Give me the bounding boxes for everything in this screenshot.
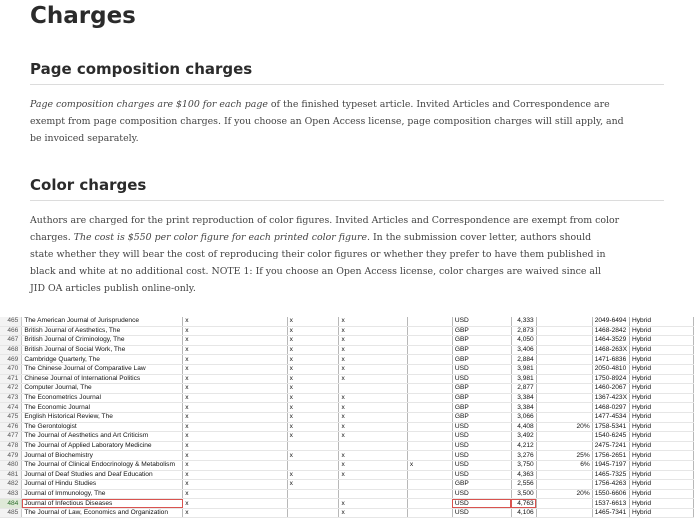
issn-cell[interactable]: 1465-7341 <box>592 508 629 518</box>
model-cell[interactable]: Hybrid <box>629 508 693 518</box>
table-row[interactable] <box>0 317 694 326</box>
mark-cell[interactable] <box>407 384 452 394</box>
paragraph-text: JID OA articles publish online-only. <box>30 283 196 294</box>
paragraph-text: be invoiced separately. <box>30 133 139 144</box>
mark-cell[interactable] <box>339 489 407 499</box>
model-cell[interactable]: Hybrid <box>629 432 693 442</box>
discount-cell[interactable] <box>536 364 592 374</box>
row-number[interactable]: 466 <box>0 326 22 336</box>
journal-name-cell[interactable]: British Journal of Social Work, The <box>22 345 183 355</box>
mark-cell[interactable]: x <box>339 345 407 355</box>
row-number[interactable]: 473 <box>0 393 22 403</box>
section-divider <box>30 200 664 201</box>
price-cell[interactable]: 3,981 <box>511 374 536 384</box>
paragraph-text: Authors are charged for the print reproduction of color figures. Invited Articles and Correspondence are exempt from color <box>30 215 620 226</box>
currency-cell[interactable]: USD <box>452 317 511 326</box>
discount-cell[interactable] <box>536 432 592 442</box>
mark-cell[interactable]: x <box>339 412 407 422</box>
currency-cell[interactable]: USD <box>452 451 511 461</box>
price-cell[interactable]: 3,384 <box>511 393 536 403</box>
row-number[interactable]: 475 <box>0 412 22 422</box>
issn-cell[interactable]: 1464-3529 <box>592 336 629 346</box>
mark-cell[interactable]: x <box>183 412 287 422</box>
paragraph-line <box>30 212 670 229</box>
price-cell[interactable]: 4,363 <box>511 470 536 480</box>
row-number[interactable]: 470 <box>0 364 22 374</box>
table-row[interactable] <box>0 355 694 365</box>
mark-cell[interactable]: x <box>287 432 339 442</box>
journal-name-cell[interactable]: Journal of Hindu Studies <box>22 480 183 490</box>
mark-cell[interactable]: x <box>339 355 407 365</box>
model-cell[interactable]: Hybrid <box>629 384 693 394</box>
issn-cell[interactable]: 1477-4534 <box>592 412 629 422</box>
currency-cell[interactable]: USD <box>452 374 511 384</box>
model-cell[interactable]: Hybrid <box>629 326 693 336</box>
color-charges-paragraph <box>30 212 670 297</box>
mark-cell[interactable]: x <box>407 460 452 470</box>
price-cell[interactable]: 3,981 <box>511 364 536 374</box>
mark-cell[interactable] <box>287 441 339 451</box>
issn-cell[interactable]: 1465-7325 <box>592 470 629 480</box>
discount-cell[interactable] <box>536 393 592 403</box>
journal-price-spreadsheet[interactable] <box>0 317 694 523</box>
table-row[interactable] <box>0 393 694 403</box>
mark-cell[interactable]: x <box>339 374 407 384</box>
model-cell[interactable]: Hybrid <box>629 355 693 365</box>
mark-cell[interactable] <box>339 480 407 490</box>
section-heading-page-composition: Page composition charges <box>30 60 253 78</box>
discount-cell[interactable] <box>536 326 592 336</box>
currency-cell[interactable]: GBP <box>452 480 511 490</box>
mark-cell[interactable] <box>407 345 452 355</box>
mark-cell[interactable]: x <box>183 508 287 518</box>
currency-cell[interactable]: GBP <box>452 393 511 403</box>
mark-cell[interactable]: x <box>339 460 407 470</box>
model-cell[interactable]: Hybrid <box>629 393 693 403</box>
discount-cell[interactable] <box>536 374 592 384</box>
row-number[interactable]: 480 <box>0 460 22 470</box>
mark-cell[interactable] <box>407 412 452 422</box>
currency-cell[interactable]: USD <box>452 460 511 470</box>
journal-name-cell[interactable]: Journal of Deaf Studies and Deaf Education <box>22 470 183 480</box>
journal-name-cell[interactable]: The Gerontologist <box>22 422 183 432</box>
table-row[interactable] <box>0 412 694 422</box>
mark-cell[interactable] <box>339 384 407 394</box>
section-heading-color-charges: Color charges <box>30 176 147 194</box>
price-cell[interactable]: 2,884 <box>511 355 536 365</box>
mark-cell[interactable]: x <box>183 374 287 384</box>
emphasized-text: Page composition charges are $100 for each page <box>30 99 268 110</box>
price-cell[interactable]: 2,873 <box>511 326 536 336</box>
model-cell[interactable]: Hybrid <box>629 441 693 451</box>
journal-name-cell[interactable]: British Journal of Aesthetics, The <box>22 326 183 336</box>
issn-cell[interactable]: 1471-6836 <box>592 355 629 365</box>
row-number[interactable]: 481 <box>0 470 22 480</box>
journal-name-cell[interactable]: Chinese Journal of International Politics <box>22 374 183 384</box>
model-cell[interactable]: Hybrid <box>629 345 693 355</box>
price-cell[interactable]: 3,500 <box>511 489 536 499</box>
discount-cell[interactable]: 6% <box>536 460 592 470</box>
mark-cell[interactable]: x <box>183 451 287 461</box>
row-number[interactable]: 469 <box>0 355 22 365</box>
model-cell[interactable]: Hybrid <box>629 451 693 461</box>
discount-cell[interactable] <box>536 441 592 451</box>
mark-cell[interactable]: x <box>339 508 407 518</box>
mark-cell[interactable]: x <box>183 403 287 413</box>
price-cell[interactable]: 4,333 <box>511 317 536 326</box>
issn-cell[interactable]: 1550-6606 <box>592 489 629 499</box>
mark-cell[interactable]: x <box>287 422 339 432</box>
mark-cell[interactable]: x <box>183 384 287 394</box>
price-cell[interactable]: 4,212 <box>511 441 536 451</box>
mark-cell[interactable]: x <box>287 345 339 355</box>
journal-name-cell[interactable]: The Journal of Applied Laboratory Medicine <box>22 441 183 451</box>
mark-cell[interactable] <box>407 326 452 336</box>
journal-name-cell[interactable]: The Economic Journal <box>22 403 183 413</box>
model-cell[interactable]: Hybrid <box>629 499 693 509</box>
currency-cell[interactable]: USD <box>452 441 511 451</box>
mark-cell[interactable] <box>287 489 339 499</box>
mark-cell[interactable]: x <box>183 441 287 451</box>
currency-cell[interactable]: USD <box>452 422 511 432</box>
model-cell[interactable]: Hybrid <box>629 403 693 413</box>
mark-cell[interactable]: x <box>287 374 339 384</box>
row-number[interactable]: 483 <box>0 489 22 499</box>
mark-cell[interactable] <box>407 336 452 346</box>
mark-cell[interactable]: x <box>287 412 339 422</box>
table-row[interactable] <box>0 460 694 470</box>
paragraph-text: state whether they will bear the cost of reproducing their color figures or whether they prefer to have them published in <box>30 249 606 260</box>
journal-name-cell[interactable]: Journal of Infectious Diseases <box>22 499 183 509</box>
price-cell[interactable]: 3,750 <box>511 460 536 470</box>
mark-cell[interactable]: x <box>287 336 339 346</box>
mark-cell[interactable]: x <box>183 355 287 365</box>
issn-cell[interactable]: 1468-2842 <box>592 326 629 336</box>
model-cell[interactable]: Hybrid <box>629 364 693 374</box>
paragraph-text: In the submission cover letter, authors should <box>370 232 592 243</box>
mark-cell[interactable]: x <box>183 499 287 509</box>
row-number[interactable]: 484 <box>0 499 22 509</box>
currency-cell[interactable]: USD <box>452 470 511 480</box>
mark-cell[interactable]: x <box>339 499 407 509</box>
mark-cell[interactable]: x <box>339 451 407 461</box>
mark-cell[interactable]: x <box>183 364 287 374</box>
mark-cell[interactable] <box>407 499 452 509</box>
price-cell[interactable]: 4,050 <box>511 336 536 346</box>
mark-cell[interactable] <box>339 441 407 451</box>
mark-cell[interactable]: x <box>183 460 287 470</box>
table-row[interactable] <box>0 470 694 480</box>
table-row[interactable] <box>0 422 694 432</box>
paragraph-text: charges. <box>30 232 74 243</box>
row-number[interactable]: 478 <box>0 441 22 451</box>
table-row[interactable] <box>0 345 694 355</box>
price-cell[interactable]: 4,408 <box>511 422 536 432</box>
discount-cell[interactable] <box>536 470 592 480</box>
mark-cell[interactable]: x <box>183 336 287 346</box>
mark-cell[interactable]: x <box>339 326 407 336</box>
journal-name-cell[interactable]: British Journal of Criminology, The <box>22 336 183 346</box>
table-row[interactable] <box>0 364 694 374</box>
table-row[interactable] <box>0 336 694 346</box>
paragraph-line <box>30 280 670 297</box>
mark-cell[interactable] <box>407 432 452 442</box>
mark-cell[interactable]: x <box>287 403 339 413</box>
mark-cell[interactable] <box>407 374 452 384</box>
discount-cell[interactable] <box>536 403 592 413</box>
price-cell[interactable]: 3,066 <box>511 412 536 422</box>
mark-cell[interactable]: x <box>287 451 339 461</box>
model-cell[interactable]: Hybrid <box>629 470 693 480</box>
mark-cell[interactable]: x <box>287 384 339 394</box>
discount-cell[interactable] <box>536 508 592 518</box>
price-cell[interactable]: 2,556 <box>511 480 536 490</box>
issn-cell[interactable]: 2475-7241 <box>592 441 629 451</box>
mark-cell[interactable]: x <box>287 364 339 374</box>
mark-cell[interactable]: x <box>183 326 287 336</box>
mark-cell[interactable]: x <box>339 403 407 413</box>
mark-cell[interactable]: x <box>339 393 407 403</box>
discount-cell[interactable]: 20% <box>536 422 592 432</box>
discount-cell[interactable]: 25% <box>536 451 592 461</box>
issn-cell[interactable]: 2049-6494 <box>592 317 629 326</box>
mark-cell[interactable] <box>407 441 452 451</box>
row-number[interactable]: 479 <box>0 451 22 461</box>
currency-cell[interactable]: GBP <box>452 336 511 346</box>
journal-name-cell[interactable]: The Journal of Law, Economics and Organization <box>22 508 183 518</box>
paragraph-line <box>30 130 670 147</box>
mark-cell[interactable]: x <box>339 317 407 326</box>
currency-cell[interactable]: GBP <box>452 412 511 422</box>
mark-cell[interactable] <box>287 499 339 509</box>
table-row[interactable] <box>0 499 694 509</box>
discount-cell[interactable] <box>536 317 592 326</box>
mark-cell[interactable]: x <box>339 364 407 374</box>
mark-cell[interactable] <box>407 317 452 326</box>
mark-cell[interactable]: x <box>287 355 339 365</box>
mark-cell[interactable]: x <box>287 480 339 490</box>
model-cell[interactable]: Hybrid <box>629 422 693 432</box>
paragraph-line <box>30 263 670 280</box>
mark-cell[interactable] <box>407 451 452 461</box>
journal-name-cell[interactable]: The American Journal of Jurisprudence <box>22 317 183 326</box>
mark-cell[interactable]: x <box>183 480 287 490</box>
journal-name-cell[interactable]: The Journal of Aesthetics and Art Criticism <box>22 432 183 442</box>
currency-cell[interactable]: USD <box>452 508 511 518</box>
paragraph-text: black and white at no additional cost. NOTE 1: If you choose an Open Access license, color charges are waived since all <box>30 266 601 277</box>
mark-cell[interactable]: x <box>339 336 407 346</box>
issn-cell[interactable]: 1750-8924 <box>592 374 629 384</box>
mark-cell[interactable]: x <box>183 422 287 432</box>
paragraph-line <box>30 96 670 113</box>
discount-cell[interactable] <box>536 412 592 422</box>
row-number[interactable]: 476 <box>0 422 22 432</box>
paragraph-line <box>30 229 670 246</box>
table-row[interactable] <box>0 441 694 451</box>
row-number[interactable]: 474 <box>0 403 22 413</box>
table-row[interactable] <box>0 489 694 499</box>
mark-cell[interactable] <box>407 355 452 365</box>
mark-cell[interactable] <box>287 460 339 470</box>
issn-cell[interactable]: 1460-2067 <box>592 384 629 394</box>
issn-cell[interactable]: 1758-5341 <box>592 422 629 432</box>
currency-cell[interactable]: GBP <box>452 403 511 413</box>
row-number[interactable]: 482 <box>0 480 22 490</box>
currency-cell[interactable]: USD <box>452 432 511 442</box>
issn-cell[interactable]: 1756-4263 <box>592 480 629 490</box>
table-row[interactable] <box>0 374 694 384</box>
row-number[interactable]: 471 <box>0 374 22 384</box>
table-row[interactable] <box>0 508 694 518</box>
currency-cell[interactable]: USD <box>452 364 511 374</box>
mark-cell[interactable]: x <box>287 326 339 336</box>
mark-cell[interactable]: x <box>183 489 287 499</box>
journal-name-cell[interactable]: The Chinese Journal of Comparative Law <box>22 364 183 374</box>
model-cell[interactable]: Hybrid <box>629 489 693 499</box>
issn-cell[interactable]: 1468-0297 <box>592 403 629 413</box>
row-number[interactable]: 485 <box>0 508 22 518</box>
table-row[interactable] <box>0 451 694 461</box>
mark-cell[interactable] <box>407 480 452 490</box>
table-row[interactable] <box>0 480 694 490</box>
table-row[interactable] <box>0 326 694 336</box>
currency-cell[interactable]: USD <box>452 489 511 499</box>
price-cell[interactable]: 3,384 <box>511 403 536 413</box>
row-number[interactable]: 477 <box>0 432 22 442</box>
issn-cell[interactable]: 1540-6245 <box>592 432 629 442</box>
discount-cell[interactable] <box>536 336 592 346</box>
page-composition-paragraph <box>30 96 670 147</box>
model-cell[interactable]: Hybrid <box>629 374 693 384</box>
paragraph-line <box>30 113 670 130</box>
mark-cell[interactable]: x <box>339 432 407 442</box>
journal-name-cell[interactable]: Journal of Biochemistry <box>22 451 183 461</box>
price-cell[interactable]: 4,106 <box>511 508 536 518</box>
paragraph-text: exempt from page composition charges. If you choose an Open Access license, page composition charges will still apply, and <box>30 116 624 127</box>
mark-cell[interactable]: x <box>339 470 407 480</box>
mark-cell[interactable] <box>407 393 452 403</box>
model-cell[interactable]: Hybrid <box>629 480 693 490</box>
mark-cell[interactable]: x <box>183 470 287 480</box>
discount-cell[interactable] <box>536 355 592 365</box>
journal-name-cell[interactable]: Computer Journal, The <box>22 384 183 394</box>
price-cell[interactable]: 2,877 <box>511 384 536 394</box>
discount-cell[interactable] <box>536 480 592 490</box>
journal-name-cell[interactable]: Cambridge Quarterly, The <box>22 355 183 365</box>
model-cell[interactable]: Hybrid <box>629 412 693 422</box>
row-number[interactable]: 472 <box>0 384 22 394</box>
mark-cell[interactable]: x <box>287 393 339 403</box>
table-row[interactable] <box>0 403 694 413</box>
page-title: Charges <box>30 3 136 29</box>
mark-cell[interactable]: x <box>183 317 287 326</box>
mark-cell[interactable]: x <box>287 317 339 326</box>
discount-cell[interactable] <box>536 345 592 355</box>
issn-cell[interactable]: 1468-263X <box>592 345 629 355</box>
mark-cell[interactable]: x <box>183 432 287 442</box>
discount-cell[interactable] <box>536 499 592 509</box>
mark-cell[interactable] <box>407 508 452 518</box>
discount-cell[interactable] <box>536 384 592 394</box>
issn-cell[interactable]: 1945-7197 <box>592 460 629 470</box>
price-cell[interactable]: 3,276 <box>511 451 536 461</box>
price-cell[interactable]: 3,492 <box>511 432 536 442</box>
price-cell[interactable]: 4,763 <box>511 499 536 509</box>
model-cell[interactable]: Hybrid <box>629 336 693 346</box>
paragraph-text: of the finished typeset article. Invited Articles and Correspondence are <box>267 99 610 110</box>
journal-name-cell[interactable]: The Journal of Clinical Endocrinology & Metabolism <box>22 460 183 470</box>
row-number[interactable]: 465 <box>0 317 22 326</box>
price-table <box>0 317 694 518</box>
mark-cell[interactable] <box>407 422 452 432</box>
mark-cell[interactable] <box>407 489 452 499</box>
issn-cell[interactable]: 1756-2651 <box>592 451 629 461</box>
mark-cell[interactable]: x <box>287 470 339 480</box>
price-cell[interactable]: 3,406 <box>511 345 536 355</box>
issn-cell[interactable]: 2050-4810 <box>592 364 629 374</box>
model-cell[interactable]: Hybrid <box>629 317 693 326</box>
discount-cell[interactable]: 20% <box>536 489 592 499</box>
row-number[interactable]: 467 <box>0 336 22 346</box>
model-cell[interactable]: Hybrid <box>629 460 693 470</box>
mark-cell[interactable] <box>287 508 339 518</box>
emphasized-text: The cost is $550 per color figure for each printed color figure. <box>73 232 370 243</box>
table-row[interactable] <box>0 384 694 394</box>
mark-cell[interactable] <box>407 403 452 413</box>
currency-cell[interactable]: GBP <box>452 326 511 336</box>
currency-cell[interactable]: USD <box>452 499 511 509</box>
table-row[interactable] <box>0 432 694 442</box>
mark-cell[interactable]: x <box>339 422 407 432</box>
journal-name-cell[interactable]: English Historical Review, The <box>22 412 183 422</box>
section-divider <box>30 84 664 85</box>
paragraph-line <box>30 246 670 263</box>
journal-name-cell[interactable]: The Econometrics Journal <box>22 393 183 403</box>
currency-cell[interactable]: GBP <box>452 345 511 355</box>
issn-cell[interactable]: 1537-6613 <box>592 499 629 509</box>
currency-cell[interactable]: GBP <box>452 384 511 394</box>
mark-cell[interactable] <box>407 364 452 374</box>
mark-cell[interactable] <box>407 470 452 480</box>
issn-cell[interactable]: 1367-423X <box>592 393 629 403</box>
row-number[interactable]: 468 <box>0 345 22 355</box>
journal-name-cell[interactable]: Journal of Immunology, The <box>22 489 183 499</box>
mark-cell[interactable]: x <box>183 393 287 403</box>
mark-cell[interactable]: x <box>183 345 287 355</box>
currency-cell[interactable]: GBP <box>452 355 511 365</box>
